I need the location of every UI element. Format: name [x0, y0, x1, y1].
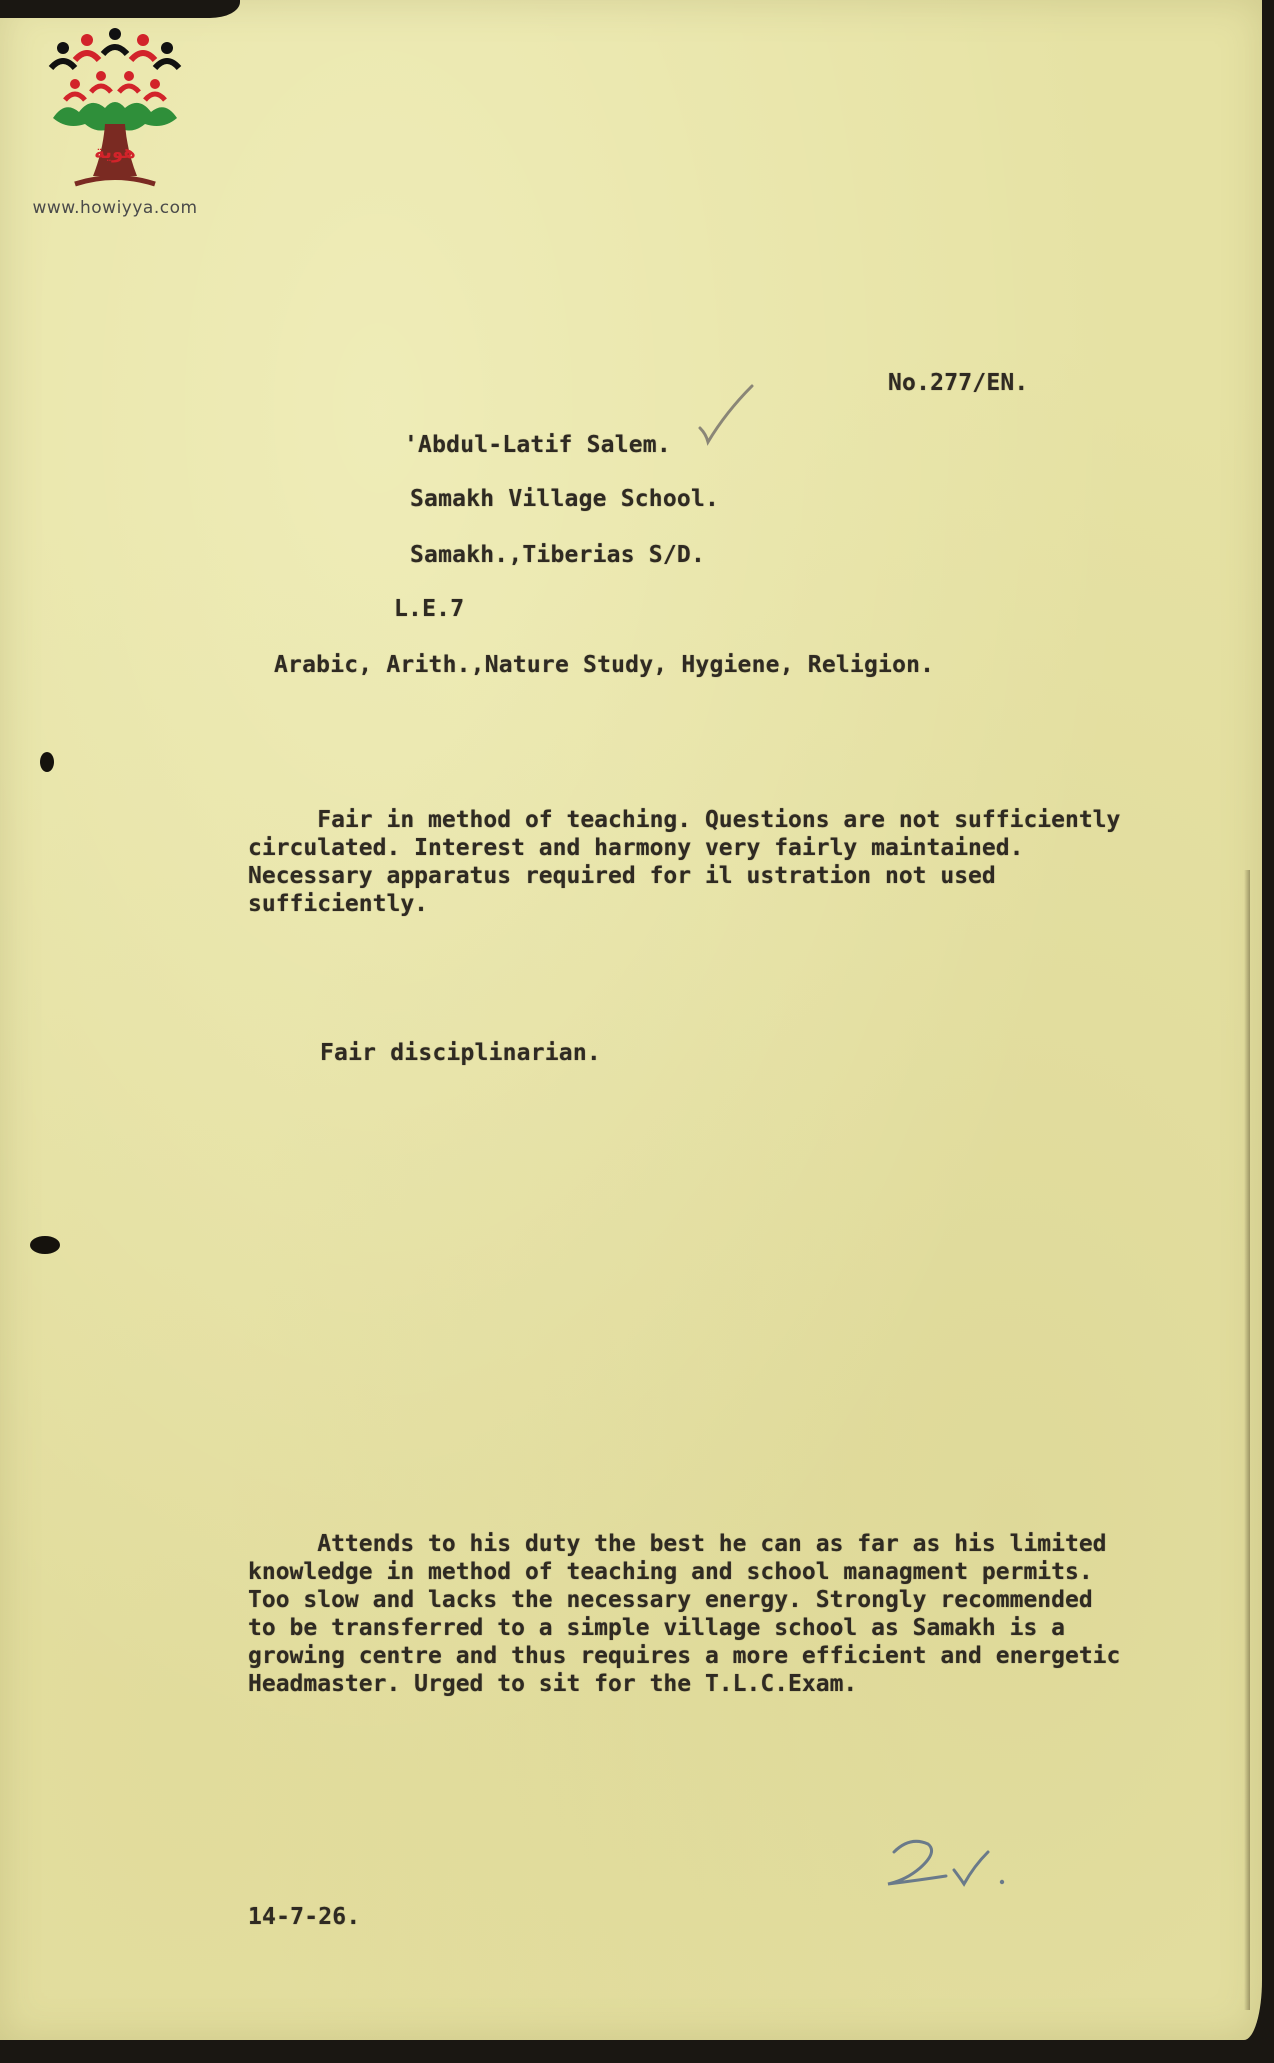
punch-hole-top	[40, 752, 54, 772]
teacher-name: 'Abdul-Latif Salem.	[404, 432, 671, 458]
teaching-remarks-line: Necessary apparatus required for il ustration not used	[248, 863, 996, 889]
logo-arabic-text: هوية	[94, 142, 136, 163]
general-remarks-line: Attends to his duty the best he can as far as his limited	[248, 1531, 1107, 1557]
general-remarks-line: Headmaster. Urged to sit for the T.L.C.Exam.	[248, 1671, 858, 1697]
document-date: 14-7-26.	[248, 1904, 361, 1930]
discipline-remarks: Fair disciplinarian.	[320, 1040, 601, 1066]
grade-code: L.E.7	[394, 596, 465, 622]
watermark-url: www.howiyya.com	[32, 198, 198, 218]
general-remarks-line: to be transferred to a simple village school as Samakh is a	[248, 1615, 1065, 1641]
teaching-remarks-line: Fair in method of teaching. Questions are not sufficiently	[248, 807, 1121, 833]
handwritten-initials-signature	[880, 1830, 1020, 1900]
punch-hole-bottom	[30, 1236, 60, 1254]
general-remarks-line: Too slow and lacks the necessary energy. Strongly recommended	[248, 1587, 1093, 1613]
school-location: Samakh.,Tiberias S/D.	[410, 542, 705, 568]
general-remarks	[248, 1530, 1120, 1698]
reference-number: No.277/EN.	[888, 370, 1029, 396]
school-name: Samakh Village School.	[410, 486, 720, 512]
family-tree-logo-icon	[45, 26, 185, 196]
teaching-remarks	[248, 806, 1120, 918]
teaching-remarks-line: circulated. Interest and harmony very fairly maintained.	[248, 835, 1024, 861]
general-remarks-line: growing centre and thus requires a more efficient and energetic	[248, 1643, 1121, 1669]
howiyya-watermark	[20, 26, 210, 218]
torn-corner	[0, 0, 240, 18]
check-mark-icon	[696, 382, 756, 452]
general-remarks-line: knowledge in method of teaching and school managment permits.	[248, 1559, 1093, 1585]
page-edge-shadow	[1244, 870, 1250, 2010]
subjects-taught: Arabic, Arith.,Nature Study, Hygiene, Religion.	[274, 652, 935, 678]
teaching-remarks-line: sufficiently.	[248, 891, 429, 917]
